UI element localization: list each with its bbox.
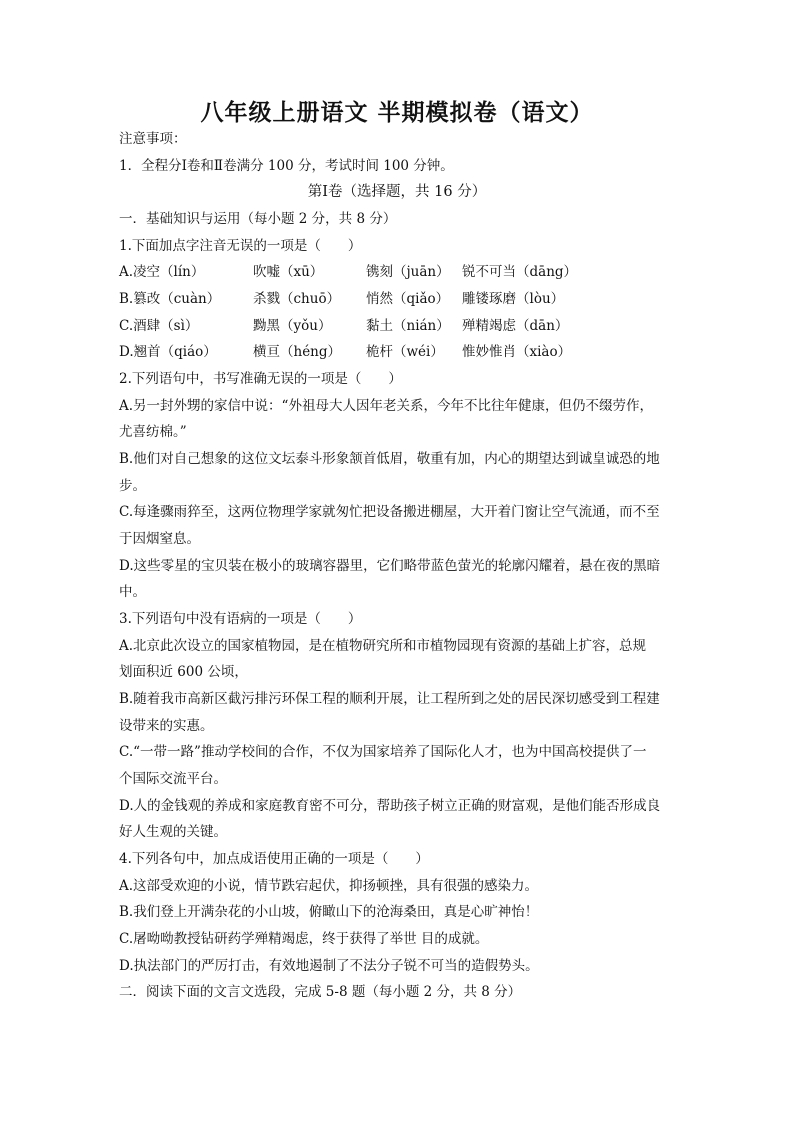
notice-heading: 注意事项： — [119, 131, 187, 147]
part1-heading: 第Ⅰ卷（选择题，共 16 分） — [307, 184, 487, 200]
q2-option-d-line-2: 中。 — [119, 584, 146, 600]
page-title: 八年级上册语文 半期模拟卷（语文） — [200, 99, 594, 126]
q3-option-b-line-1: B.随着我市高新区截污排污环保工程的顺利开展，让工程所到之处的居民深切感受到工程建 — [119, 691, 660, 707]
q3-option-d-line-2: 好人生观的关键。 — [119, 824, 227, 840]
q3-option-b-line-2: 设带来的实惠。 — [119, 718, 214, 734]
q2-stem: 2.下列语句中，书写准确无误的一项是（ ） — [119, 371, 402, 387]
q1-c-word-3: 黏土（nián） — [366, 318, 450, 334]
q1-b-word-1: B.篡改（cuàn） — [119, 291, 221, 307]
q3-option-a-line-2: 划面积近 600 公顷， — [119, 664, 248, 680]
q2-option-b-line-1: B.他们对自己想象的这位文坛泰斗形象颔首低眉，敬重有加，内心的期望达到诚皇诚恐的地 — [119, 451, 660, 467]
q3-option-c-line-1: C.“一带一路”推动学校间的合作，不仅为国家培养了国际化人才，也为中国高校提供了一 — [119, 744, 647, 760]
section2-heading: 二．阅读下面的文言文选段，完成 5-8 题（每小题 2 分，共 8 分） — [119, 984, 522, 1000]
q1-stem: 1.下面加点字注音无误的一项是（ ） — [119, 238, 362, 254]
q1-d-word-4: 惟妙惟肖（xiào） — [462, 344, 572, 360]
q2-option-c-line-1: C.每逢骤雨猝至，这两位物理学家就匆忙把设备搬进棚屋，大开着门窗让空气流通，而不至 — [119, 504, 660, 520]
q2-option-c-line-2: 于因烟窒息。 — [119, 531, 200, 547]
q1-c-word-4: 殚精竭虑（dān） — [462, 318, 569, 334]
q2-option-a-line-1: A.另一封外甥的家信中说：“外祖母大人因年老关系，今年不比往年健康，但仍不缀劳作， — [119, 398, 653, 414]
q1-c-word-2: 黝黑（yǒu） — [253, 318, 332, 334]
q1-d-word-1: D.翘首（qiáo） — [119, 344, 217, 360]
q1-a-word-1: A.凌空（lín） — [119, 264, 205, 280]
q1-b-word-4: 雕镂琢磨（lòu） — [462, 291, 565, 307]
q4-option-d: D.执法部门的严厉打击，有效地遏制了不法分子锐不可当的造假势头。 — [119, 958, 539, 974]
q1-a-word-2: 吹嘘（xū） — [253, 264, 324, 280]
q1-c-word-1: C.酒肆（sì） — [119, 318, 199, 334]
q1-b-word-3: 悄然（qiǎo） — [366, 291, 450, 307]
q4-option-a: A.这部受欢迎的小说，情节跌宕起伏，抑扬顿挫，具有很强的感染力。 — [119, 878, 539, 894]
q4-option-b: B.我们登上开满杂花的小山坡，俯瞰山下的沧海桑田，真是心旷神怡！ — [119, 904, 539, 920]
q4-stem: 4.下列各句中，加点成语使用正确的一项是（ ） — [119, 851, 429, 867]
q3-option-d-line-1: D.人的金钱观的养成和家庭教育密不可分，帮助孩子树立正确的财富观，是他们能否形成良 — [119, 798, 661, 814]
q2-option-a-line-2: 尤喜纺棉。” — [119, 424, 187, 440]
q1-d-word-2: 横亘（héng） — [253, 344, 342, 360]
section1-heading: 一．基础知识与运用（每小题 2 分，共 8 分） — [119, 211, 397, 227]
q1-a-word-3: 镌刻（juān） — [366, 264, 450, 280]
q3-option-c-line-2: 个国际交流平台。 — [119, 771, 227, 787]
q3-option-a-line-1: A.北京此次设立的国家植物园，是在植物研究所和市植物园现有资源的基础上扩容，总规 — [119, 638, 647, 654]
q4-option-c: C.屠呦呦教授钻研药学殚精竭虑，终于获得了举世 目的成就。 — [119, 931, 489, 947]
notice-item-1: 1．全程分Ⅰ卷和Ⅱ卷满分 100 分，考试时间 100 分钟。 — [119, 158, 454, 174]
q2-option-b-line-2: 步。 — [119, 478, 146, 494]
q1-b-word-2: 杀戮（chuō） — [253, 291, 341, 307]
q1-a-word-4: 锐不可当（dāng） — [462, 264, 578, 280]
q1-d-word-3: 桅杆（wéi） — [366, 344, 444, 360]
q2-option-d-line-1: D.这些零星的宝贝装在极小的玻璃容器里，它们略带蓝色萤光的轮廓闪耀着，悬在夜的黑暗 — [119, 558, 661, 574]
q3-stem: 3.下列语句中没有语病的一项是（ ） — [119, 611, 362, 627]
